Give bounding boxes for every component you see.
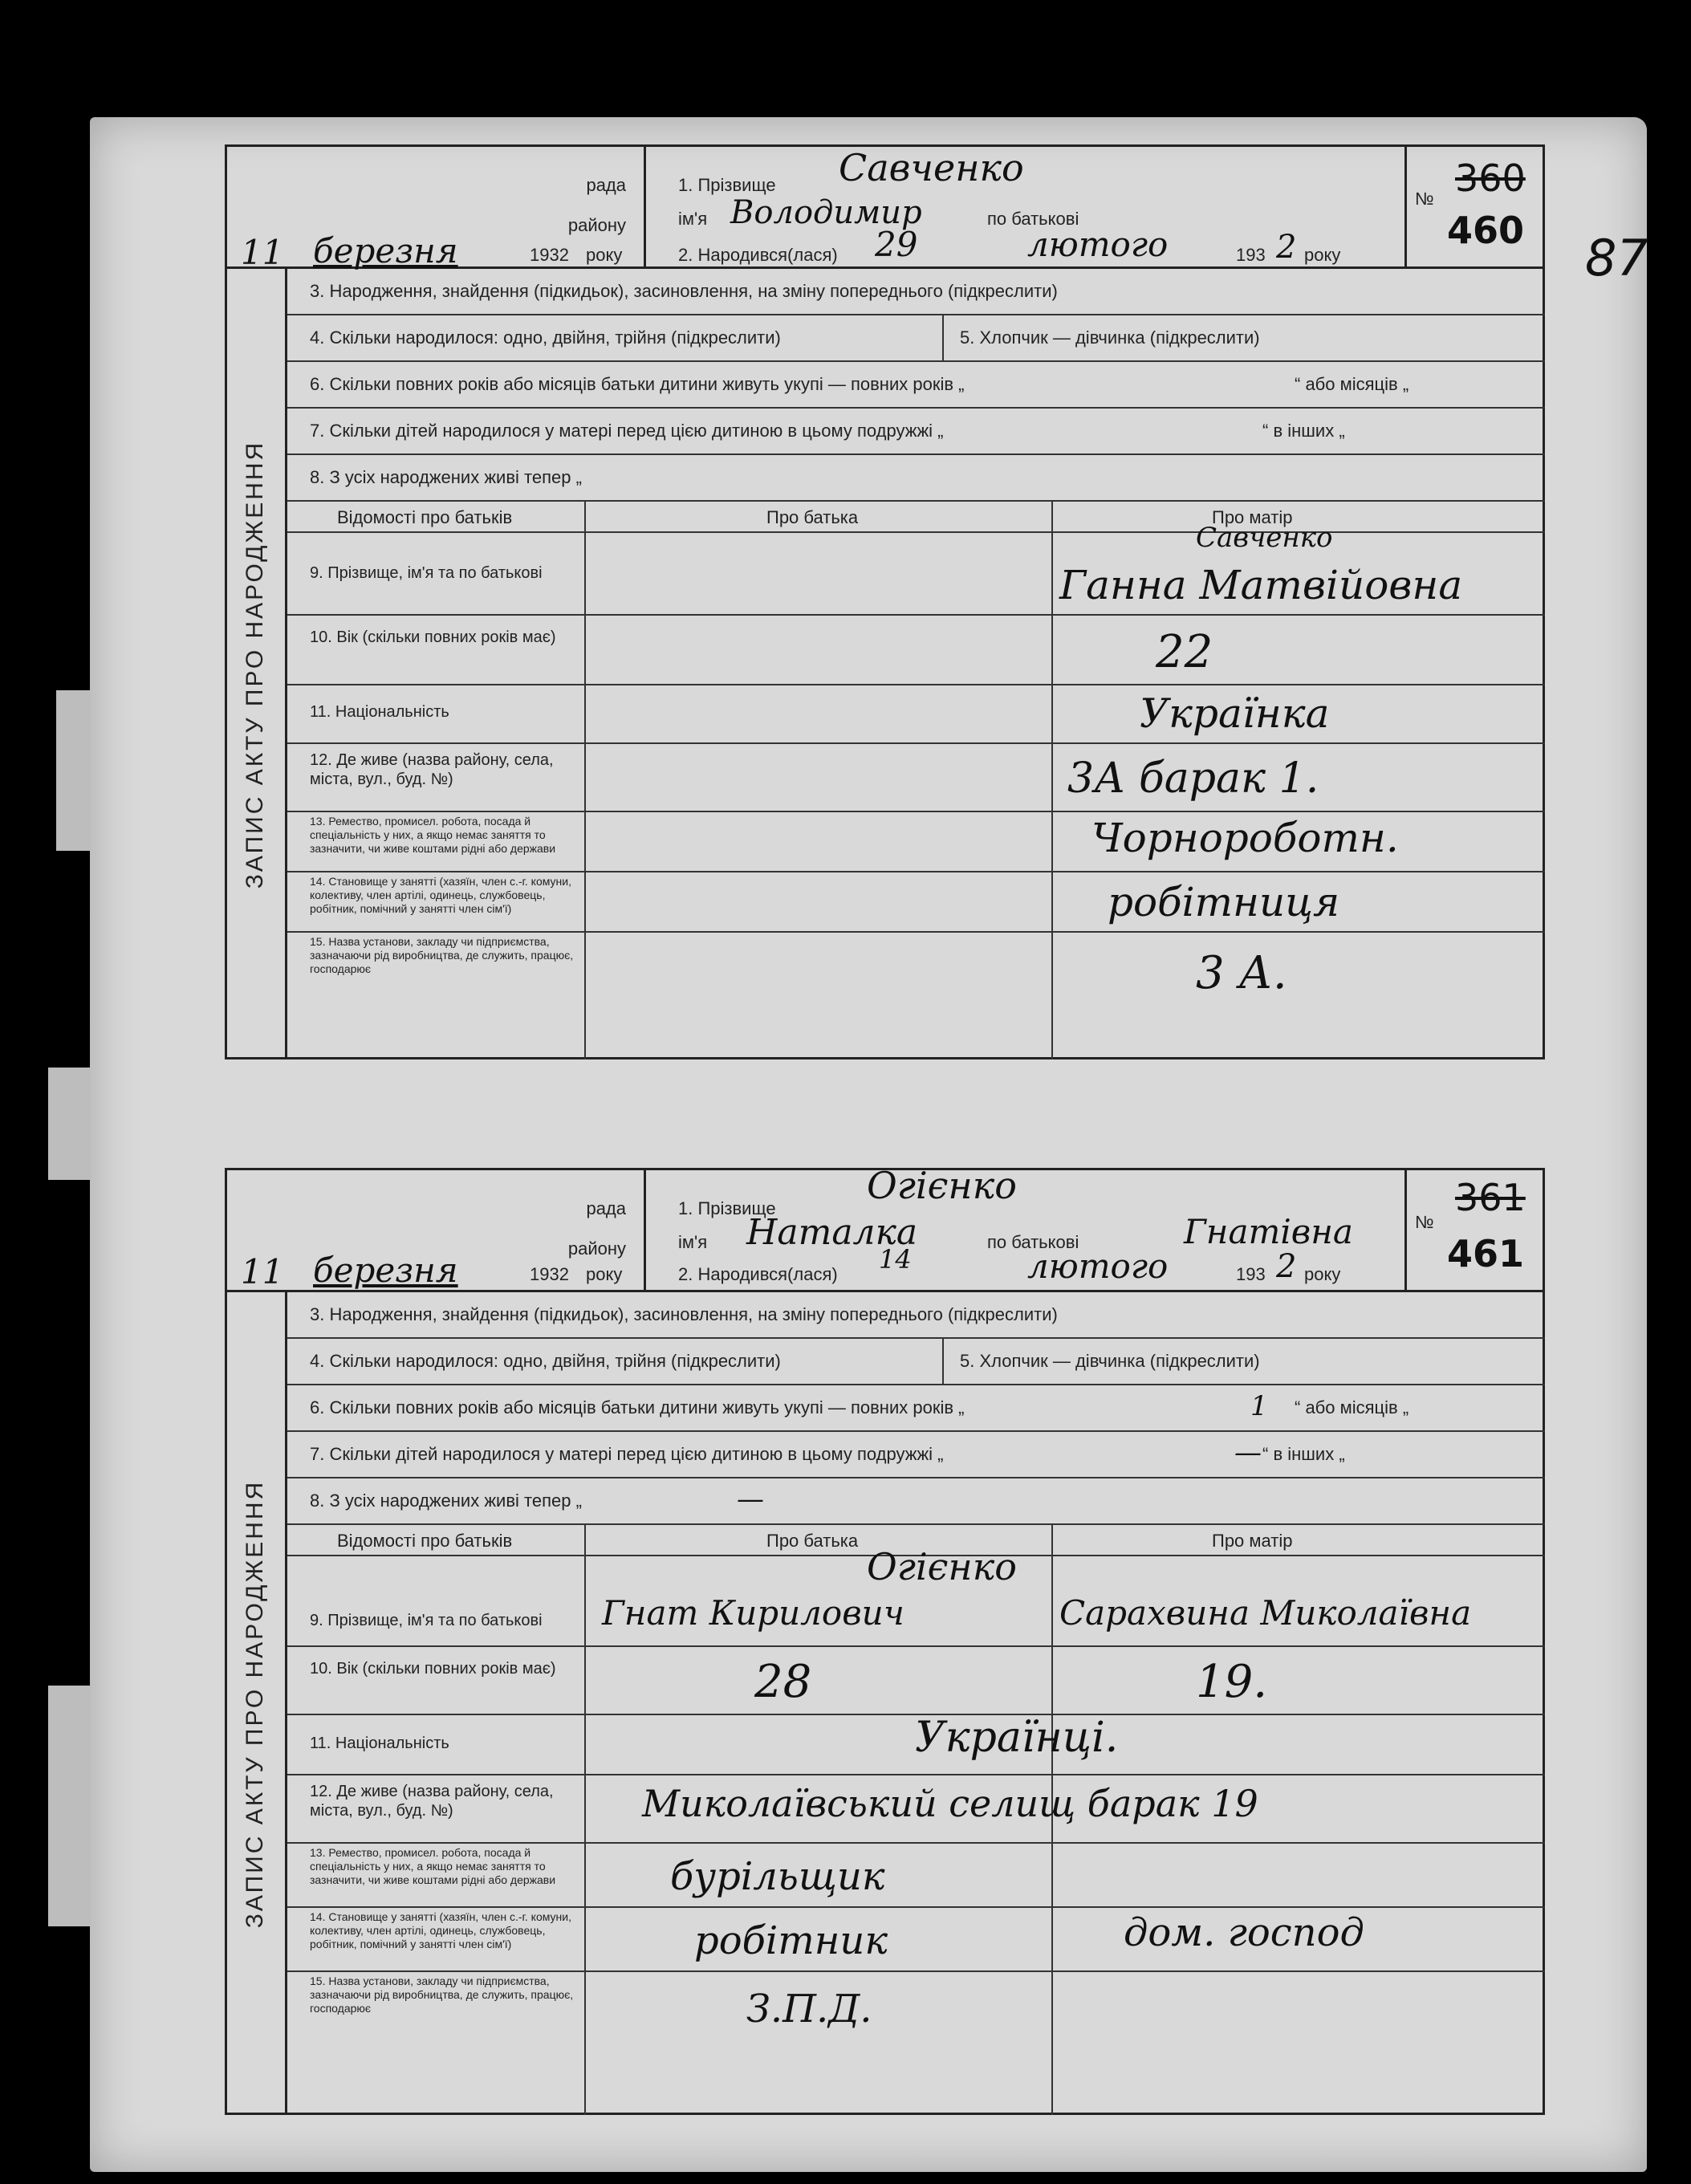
reg-year: 1932: [530, 1264, 569, 1284]
row-14-label: 14. Становище у занятті (хазяїн, член с.-г. комуни, колективу, член артілі, одинець, службовець, робітник, помічний у занятті член сім'ї): [310, 1910, 571, 1950]
patronymic-value: Гнатівна: [1184, 1212, 1353, 1251]
father-age: 28: [754, 1656, 812, 1708]
question-4: 4. Скільки народилося: одно, двійня, трійня (підкреслити): [310, 1351, 781, 1371]
binding-tab: [48, 1068, 92, 1180]
number-block: [1404, 1168, 1545, 1290]
question-7-other: “ в інших „: [1262, 1444, 1345, 1464]
question-3: 3. Народження, знайдення (підкидьок), засиновлення, на зміну попереднього (підкреслити): [310, 1304, 1058, 1324]
rada-label: рада: [586, 1198, 626, 1218]
col-info-header: Відомості про батьків: [337, 507, 513, 527]
mother-name: Сарахвина Миколаївна: [1059, 1593, 1472, 1633]
position: робітниця: [1108, 879, 1340, 925]
row-14-label: 14. Становище у занятті (хазяїн, член с.-г. комуни, колективу, член артілі, одинець, службовець, робітник, помічний у занятті член сім'ї): [310, 875, 571, 915]
page-number: 87: [1585, 229, 1648, 287]
birth-day: 29: [875, 225, 918, 264]
registration-block: [225, 1168, 646, 1290]
address: Миколаївський селищ барак 19: [642, 1782, 1258, 1825]
record-header: [225, 144, 1545, 272]
born-label: 2. Народився(лася): [678, 245, 838, 265]
reg-year: 1932: [530, 245, 569, 265]
raionu-label: району: [567, 215, 626, 235]
occupation: Чорнороботн.: [1091, 815, 1399, 861]
question-8-row: [287, 455, 1545, 502]
number-new: 460: [1447, 209, 1525, 252]
mother-position: дом. господ: [1124, 1910, 1364, 1955]
number-label: №: [1415, 1212, 1434, 1232]
registration-block: [225, 144, 646, 272]
question-3-row: [287, 269, 1545, 315]
row-10-label: 10. Вік (скільки повних років має): [310, 1660, 556, 1678]
rada-label: рада: [586, 175, 626, 195]
question-7-other: “ в інших „: [1262, 421, 1345, 441]
row-13-label: 13. Ремество, промисел. робота, посада й спеціальність у них, а якщо немає заняття то зазначити, чи живе коштами рідні або держави: [310, 1846, 556, 1886]
reg-month: березня: [313, 231, 458, 270]
surname-label: 1. Прізвище: [678, 1198, 776, 1218]
mother-age: 19.: [1196, 1656, 1268, 1708]
question-7: 7. Скільки дітей народилося у матері перед цією дитиною в цьому подружжі „: [310, 421, 944, 441]
nationality: Українка: [1140, 690, 1330, 737]
side-title-column: [225, 1292, 287, 2115]
address: 3А барак 1.: [1067, 754, 1319, 803]
surname-label: 1. Прізвище: [678, 175, 776, 195]
birth-year-digit: 2: [1276, 1248, 1297, 1285]
surname-value: Савченко: [839, 146, 1024, 189]
question-8-row: [287, 1478, 1545, 1525]
birth-year: 193: [1236, 245, 1266, 265]
row-10-label: 10. Вік (скільки повних років має): [310, 628, 556, 646]
patronymic-label: по батькові: [987, 209, 1079, 229]
birth-year-digit: 2: [1276, 229, 1297, 266]
birth-month: лютого: [1027, 1247, 1169, 1286]
row-12-label: 12. Де живе (назва району, села, міста, вул., буд. №): [310, 751, 554, 788]
question-4-5-row: [287, 1339, 1545, 1385]
reg-day: 11: [241, 1252, 284, 1291]
question-5: 5. Хлопчик — дівчинка (підкреслити): [960, 1351, 1260, 1371]
birth-month: лютого: [1027, 225, 1169, 264]
mother-age: 22: [1156, 626, 1213, 678]
side-title: ЗАПИС АКТУ ПРО НАРОДЖЕННЯ: [241, 1479, 268, 1928]
birth-record-1: [225, 144, 1545, 1059]
number-new: 461: [1447, 1232, 1525, 1275]
patronymic-label: по батькові: [987, 1232, 1079, 1252]
father-name: Гнат Кирилович: [602, 1593, 904, 1633]
question-4: 4. Скільки народилося: одно, двійня, трійня (підкреслити): [310, 327, 781, 348]
binding-edge: [0, 0, 90, 2184]
question-3: 3. Народження, знайдення (підкидьок), засиновлення, на зміну попереднього (підкреслити): [310, 281, 1058, 301]
row-9-label: 9. Прізвище, ім'я та по батькові: [310, 564, 543, 582]
born-label: 2. Народився(лася): [678, 1264, 838, 1284]
row-9-label: 9. Прізвище, ім'я та по батькові: [310, 1612, 543, 1629]
roku-label: року: [586, 1264, 623, 1284]
row-13-label: 13. Ремество, промисел. робота, посада й спеціальність у них, а якщо немає заняття то зазначити, чи живе коштами рідні або держави: [310, 815, 556, 855]
institution: З.П.Д.: [746, 1987, 872, 2031]
reg-month: березня: [313, 1251, 458, 1290]
name-label: ім'я: [678, 1232, 708, 1252]
birth-day: 14: [879, 1244, 912, 1275]
question-6-months: “ або місяців „: [1295, 374, 1409, 394]
number-label: №: [1415, 189, 1434, 209]
col-father-header: Про батька: [766, 1531, 859, 1551]
question-4-5-row: [287, 315, 1545, 362]
question-7-row: [287, 1432, 1545, 1478]
occupation: бурільщик: [670, 1854, 885, 1899]
question-7-row: [287, 409, 1545, 455]
q6-years-value: 1: [1250, 1390, 1268, 1422]
row-12-label: 12. Де живе (назва району, села, міста, вул., буд. №): [310, 1783, 554, 1820]
question-6: 6. Скільки повних років або місяців батьки дитини живуть укупі — повних років „: [310, 374, 965, 394]
side-title: ЗАПИС АКТУ ПРО НАРОДЖЕННЯ: [241, 440, 268, 889]
birth-year-suffix: року: [1304, 245, 1341, 265]
mother-name: Ганна Матвійовна: [1059, 562, 1463, 608]
number-old: 361: [1455, 1176, 1526, 1219]
nationality: Українці.: [915, 1714, 1119, 1762]
mother-surname: Савченко: [1196, 522, 1333, 554]
name-label: ім'я: [678, 209, 708, 229]
question-8: 8. З усіх народжених живі тепер „: [310, 1491, 582, 1511]
number-block: [1404, 144, 1545, 266]
institution: 3 А.: [1196, 947, 1287, 999]
q7-value: —: [1234, 1437, 1262, 1469]
record-header: [225, 1164, 1545, 1292]
roku-label: року: [586, 245, 623, 265]
row-15-label: 15. Назва установи, закладу чи підприємства, зазначаючи рід виробництва, де служить, працює, господарює: [310, 1975, 574, 2015]
name-value: Наталка: [746, 1212, 918, 1253]
binding-tab: [48, 1686, 92, 1926]
name-value: Володимир: [730, 194, 922, 231]
question-6-row: [287, 362, 1545, 409]
row-11-label: 11. Національність: [310, 703, 449, 721]
question-7: 7. Скільки дітей народилося у матері перед цією дитиною в цьому подружжі „: [310, 1444, 944, 1464]
row-15-label: 15. Назва установи, закладу чи підприємства, зазначаючи рід виробництва, де служить, працює, господарює: [310, 935, 574, 975]
side-title-column: [225, 269, 287, 1059]
father-position: робітник: [694, 1918, 888, 1963]
question-5: 5. Хлопчик — дівчинка (підкреслити): [960, 327, 1260, 348]
birth-record-2: [225, 1164, 1545, 2115]
col-father-header: Про батька: [766, 507, 859, 527]
question-3-row: [287, 1292, 1545, 1339]
col-mother-header: Про матір: [1212, 507, 1293, 527]
question-8: 8. З усіх народжених живі тепер „: [310, 467, 582, 487]
birth-year-suffix: року: [1304, 1264, 1341, 1284]
raionu-label: району: [567, 1238, 626, 1259]
surname-value: Огієнко: [867, 1164, 1017, 1207]
question-6-months: “ або місяців „: [1295, 1397, 1409, 1417]
reg-day: 11: [241, 233, 284, 272]
father-surname: Огієнко: [867, 1545, 1017, 1588]
col-mother-header: Про матір: [1212, 1531, 1293, 1551]
number-old: 360: [1455, 157, 1526, 200]
q8-value: —: [737, 1483, 764, 1515]
col-info-header: Відомості про батьків: [337, 1531, 513, 1551]
birth-year: 193: [1236, 1264, 1266, 1284]
question-6: 6. Скільки повних років або місяців батьки дитини живуть укупі — повних років „: [310, 1397, 965, 1417]
row-11-label: 11. Національність: [310, 1735, 449, 1752]
question-6-row: [287, 1385, 1545, 1432]
